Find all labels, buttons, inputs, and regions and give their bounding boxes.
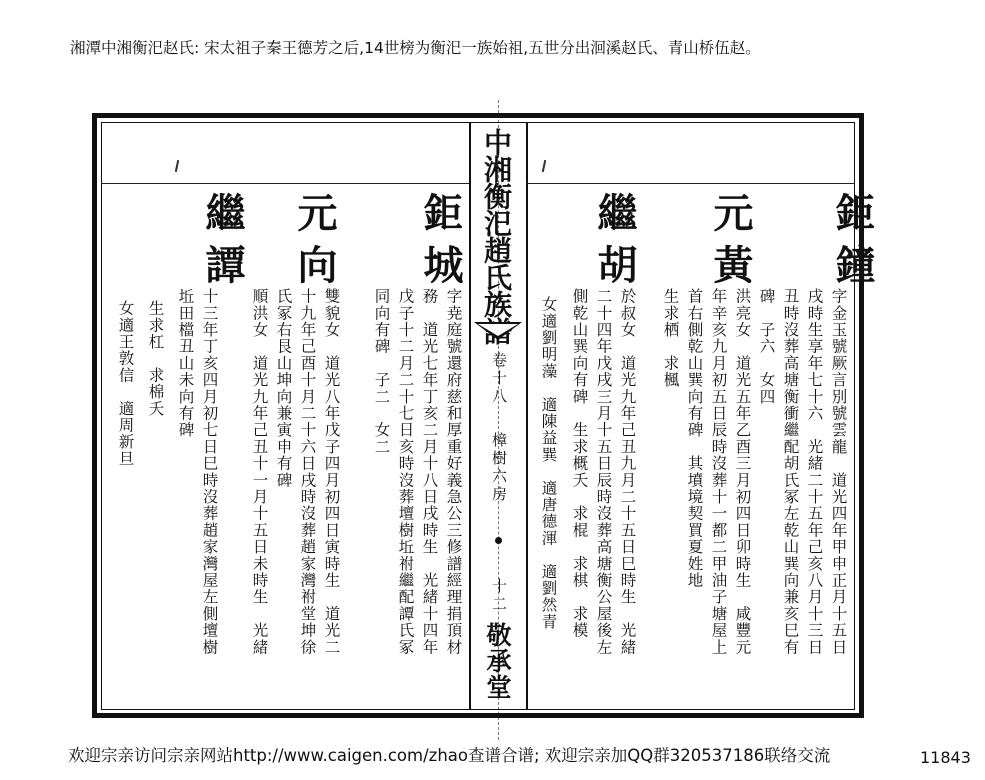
spine-title: 中湘衡汜趙氏族譜 — [480, 128, 513, 344]
record-column: 女適王敦信 適周新旦 — [116, 300, 135, 467]
record-column: 二十四年戊戌三月十五日辰時沒葬高塘衡公屋後左 — [594, 288, 613, 656]
person-name: 繼譚 — [199, 192, 246, 296]
record-column: 生求杠 求棉夭 — [146, 300, 165, 417]
fishtail-ornament-inner — [478, 324, 518, 336]
person-name: 鉅城 — [417, 192, 464, 296]
spine-leaf-number: 十二 — [490, 578, 508, 614]
record-column: 丑時沒葬高塘衡衝繼配胡氏冢左乾山巽向兼亥巳有 — [781, 288, 800, 656]
page-caption: 湘潭中湘衡汜赵氏: 宋太祖子秦王德芳之后,14世榜为衡汜一族始祖,五世分出洄溪赵氏、青山桥伍赵。 — [70, 39, 761, 57]
record-column: 字金玉號厥言別號雲龍 道光四年甲申正月十五日 — [829, 288, 848, 656]
record-column: 首右側乾山巽向有碑 其墳境契買夏姓地 — [685, 288, 704, 589]
spine-hall-name: 敬承堂 — [483, 622, 512, 700]
right-generation-rule — [527, 183, 855, 184]
spine-volume: 卷十八 — [490, 352, 508, 406]
footer-caption: 欢迎宗亲访问宗亲网站http://www.caigen.com/zhao查谱合谱; 欢迎宗亲加QQ群320537186联络交流 — [68, 746, 831, 765]
record-column: 生求栖 求楓 — [661, 288, 680, 389]
record-column: 坵田檔丑山未向有碑 — [176, 288, 195, 439]
record-column: 順洪女 道光九年己丑十一月十五日未時生 光緒 — [250, 288, 269, 656]
record-column: 於叔女 道光九年己丑九月二十五日巳時生 光緒 — [618, 288, 637, 656]
record-column: 字尭庭號還府慈和厚重好義急公三修譜經理捐頂材 — [444, 288, 463, 656]
record-column: 戊子十二月二十七日亥時沒葬壇樹坵祔繼配譚氏冢 — [396, 288, 415, 656]
person-name: 元向 — [291, 192, 338, 296]
record-column: 碑 子六 女四 — [757, 288, 776, 405]
person-name: 繼胡 — [591, 192, 638, 296]
spine-border-right — [526, 122, 528, 710]
record-column: 務 道光七年丁亥二月十八日戌時生 光緒十四年 — [420, 288, 439, 656]
record-column: 側乾山巽向有碑 生求概夭 求棍 求棋 求模 — [570, 288, 589, 639]
spine-border-left — [469, 122, 471, 710]
record-column: 同向有碑 子二 女二 — [372, 288, 391, 455]
spine-branch: 樟樹六房 — [490, 432, 508, 504]
record-column: 洪亮女 道光五年乙酉三月初四日卯時生 咸豐元 — [733, 288, 752, 656]
person-name: 鉅鐘 — [829, 192, 876, 296]
spine-dot — [495, 537, 502, 544]
record-column: 十九年己酉十月二十六日戌時沒葬趙家灣祔堂坤徐 — [298, 288, 317, 656]
record-column: 戌時生享年七十六 光緒二十五年己亥八月十三日 — [805, 288, 824, 656]
person-name: 元黃 — [707, 192, 754, 296]
record-column: 十三年丁亥四月初七日巳時沒葬趙家灣屋左側壇樹 — [200, 288, 219, 656]
record-column: 年辛亥九月初五日辰時沒葬十一都二甲油子塘屋上 — [709, 288, 728, 656]
page-number: 11843 — [920, 748, 971, 767]
left-generation-rule — [101, 183, 469, 184]
record-column: 女適劉明藻 適陳益巽 適唐德渾 適劉然青 — [539, 296, 558, 630]
record-column: 氏冢右艮山坤向兼寅申有碑 — [274, 288, 293, 489]
record-column: 雙貌女 道光八年戊子四月初四日寅時生 道光二 — [322, 288, 341, 656]
